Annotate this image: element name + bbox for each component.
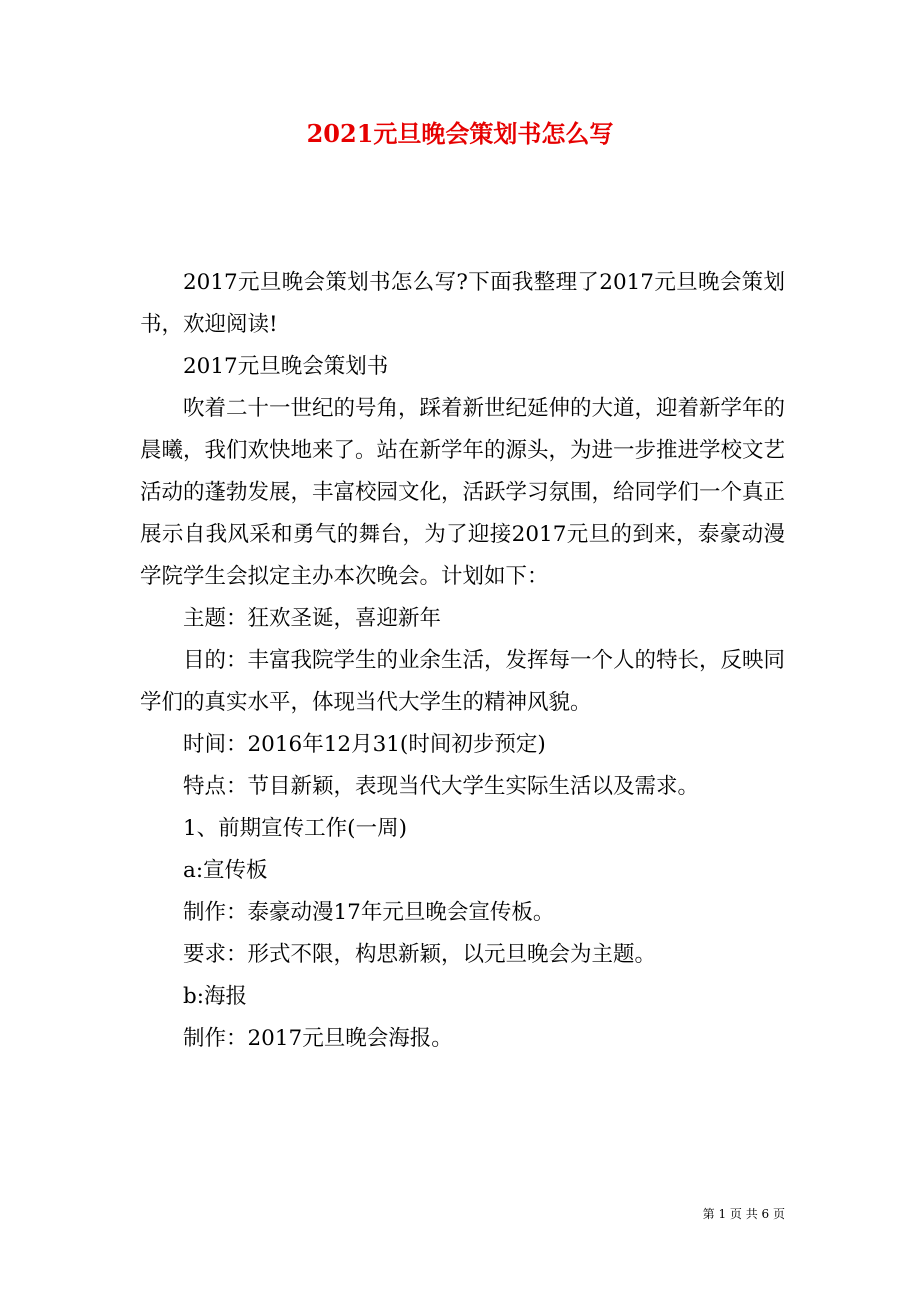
paragraph: 制作：2017元旦晚会海报。 — [183, 1026, 453, 1051]
paragraph: b:海报 — [183, 984, 248, 1009]
paragraph: 吹着二十一世纪的号角，踩着新世纪延伸的大道，迎着新学年的晨曦，我们欢快地来了。站在新学年的源头，为进一步推进学校文艺活动的蓬勃发展，丰富校园文化，活跃学习氛围，给同学们一个真正展示自我风采和勇气的舞台，为了迎接2017元旦的到来，泰豪动漫学院学生会拟定主办本次晚会。计划如下： — [140, 396, 786, 589]
paragraph: 2017元旦晚会策划书 — [183, 354, 389, 379]
page-number-label: 第 1 页 共 6 页 — [702, 1207, 785, 1221]
paragraph: 时间：2016年12月31(时间初步预定) — [183, 732, 546, 757]
paragraph: 制作：泰豪动漫17年元旦晚会宣传板。 — [183, 900, 555, 925]
paragraph: 1、前期宣传工作(一周) — [183, 816, 407, 841]
paragraph: 目的：丰富我院学生的业余生活，发挥每一个人的特长，反映同学们的真实水平，体现当代大学生的精神风貌。 — [140, 648, 786, 715]
document-title: 2021元旦晚会策划书怎么写 — [306, 119, 614, 148]
paragraph: 特点：节目新颖，表现当代大学生实际生活以及需求。 — [183, 774, 700, 799]
paragraph: 要求：形式不限，构思新颖，以元旦晚会为主题。 — [183, 942, 657, 967]
paragraph: 2017元旦晚会策划书怎么写?下面我整理了2017元旦晚会策划书，欢迎阅读! — [140, 270, 785, 337]
page-number-footer — [600, 1206, 785, 1222]
paragraph: 主题：狂欢圣诞，喜迎新年 — [183, 606, 442, 631]
document-body — [140, 262, 785, 1060]
paragraph: a:宣传板 — [183, 858, 268, 883]
